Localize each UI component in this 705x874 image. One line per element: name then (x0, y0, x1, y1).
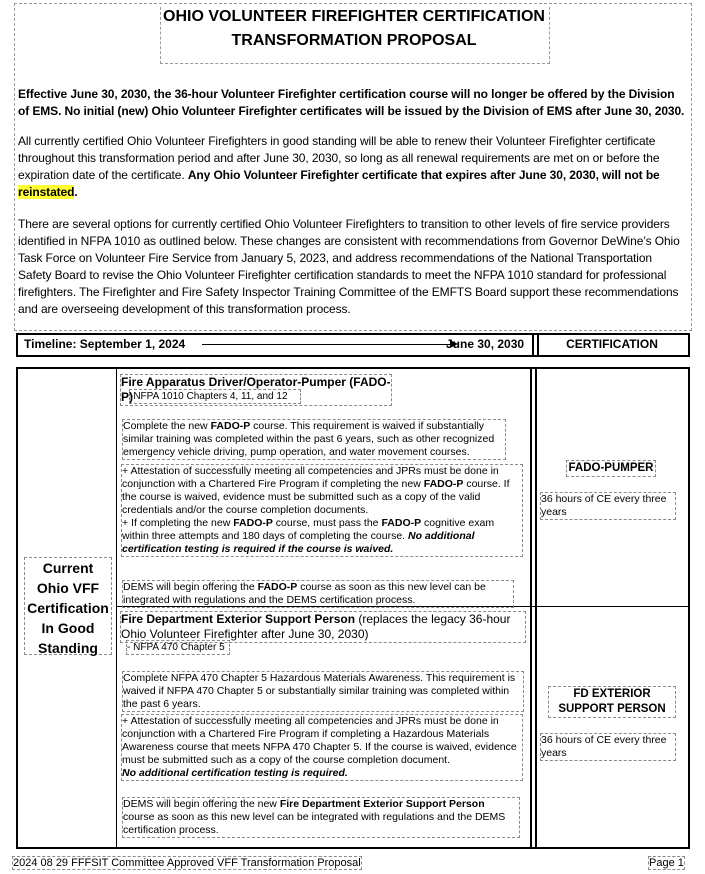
fdes-title-bold: Fire Department Exterior Support Person (121, 612, 356, 626)
footer-page-number: Page 1 (649, 857, 684, 869)
fado-b1-bold: FADO-P (423, 478, 464, 490)
p2-end: . (74, 185, 78, 199)
title-line-2: TRANSFORMATION PROPOSAL (231, 32, 477, 49)
document-title (18, 5, 690, 63)
table-divider-right (530, 369, 537, 847)
p2-bold: Any Ohio Volunteer Firefighter certificate that expires after June 30, 2030, will not be (187, 168, 660, 182)
timeline-bar (16, 333, 690, 357)
fdes-title (120, 611, 526, 643)
fdes-title-rest: (replaces the legacy 36-hour Ohio Volunteer Firefighter after June 30, 2030) (121, 612, 511, 641)
fado-b1-text-2: course. If the course is waived, evidence must be submitted such as a copy of the valid credentials and/or the course completion documents. (122, 478, 510, 516)
fdes-dems-bold: Fire Department Exterior Support Person (279, 798, 485, 810)
current-label-line: Certification (27, 600, 109, 616)
fdes-dems-text-2: course as soon as this new level can be integrated with regulations and the DEMS certification process. (123, 811, 506, 836)
title-line-1: OHIO VOLUNTEER FIREFIGHTER CERTIFICATION (163, 8, 545, 25)
fado-dems-bold: FADO-P (257, 581, 298, 593)
fado-b2-text: + If completing the new (122, 517, 234, 529)
certification-header: CERTIFICATION (566, 337, 658, 351)
intro-paragraph-2 (18, 133, 686, 201)
timeline-arrow (202, 344, 452, 345)
fdes-requirement: Complete NFPA 470 Chapter 5 Hazardous Materials Awareness. This requirement is waived if NFPA 470 Chapter 5 or substantially similar training was completed within the past 6 years. (122, 671, 524, 712)
current-label-line: Current (42, 560, 94, 576)
fado-b1-text: + Attestation of successfully meeting all competencies and JPRs must be done in conjunction with a Chartered Fire Program if completing the new (122, 465, 499, 490)
fado-bullet-1 (122, 465, 522, 517)
fdes-certification: FD EXTERIOR SUPPORT PERSON (548, 686, 676, 718)
fado-req-text: Complete the new (123, 420, 211, 432)
intro-paragraph-3: There are several options for currently certified Ohio Volunteer Firefighters to transition to other levels of fire service providers identified in NFPA 1010 as outlined below. These changes are consistent with recommendations from Governor DeWine’s Ohio Task Force on Volunteer Fire Service from January 5, 2023, and address recommendations of the National Transportation Safety Board to revise the Ohio Volunteer Firefighter certification standards to meet the NFPA 1010 standard for professional firefighters. The Firefighter and Fire Safety Inspector Training Committee of the EMFTS Board support these recommendations and are overseeing development of this transformation process. (18, 217, 680, 316)
fdes-dems-text: DEMS will begin offering the new (123, 798, 280, 810)
fado-bullet-2 (122, 517, 522, 556)
intro-paragraph-1: Effective June 30, 2030, the 36-hour Volunteer Firefighter certification course will no longer be offered by the Division of EMS. No initial (new) Ohio Volunteer Firefighter certificates will be issued by the Division of EMS after June 30, 2030. (18, 87, 685, 118)
title-frame (160, 7, 550, 64)
fado-bullets (121, 464, 523, 557)
fado-b2-italic: No additional certification testing is required if the course is waived. (122, 530, 475, 555)
fado-dems-text: DEMS will begin offering the (123, 581, 258, 593)
table-divider-left (116, 369, 117, 847)
fado-ce-requirement: 36 hours of CE every three years (540, 492, 676, 520)
fado-title: Fire Apparatus Driver/Operator-Pumper (FADO-P) (121, 375, 391, 404)
fdes-b1-text: + Attestation of successfully meeting all competencies and JPRs must be done in conjunction with a Chartered Fire Program if completing a Hazardous Materials Awareness course that meets NFPA 470 Chapter 5. If the course is waived, evidence must be submitted such as a copy of the course completion document. (122, 715, 517, 766)
fado-dems-note (122, 580, 514, 608)
timeline-start: Timeline: September 1, 2024 (24, 337, 186, 351)
timeline-end: June 30, 2030 (446, 337, 525, 351)
transition-table (16, 367, 690, 849)
fado-certification: FADO-PUMPER (566, 460, 656, 477)
fado-b2-bold: FADO-P (233, 517, 273, 529)
fdes-dems-note (122, 797, 520, 838)
fdes-reference: - NFPA 470 Chapter 5 (126, 640, 230, 655)
fado-requirement (122, 419, 506, 460)
fado-req-bold: FADO-P (210, 420, 251, 432)
current-label-line: Ohio VFF (36, 580, 100, 596)
fado-dems-text-2: course as soon as this new level can be integrated with regulations and the DEMS certification process. (123, 581, 486, 606)
fdes-ce-requirement: 36 hours of CE every three years (540, 733, 676, 761)
fado-b2-text-3: cognitive exam within three attempts and 180 days of completing the course. (122, 517, 495, 542)
fdes-b1-italic: No additional certification testing is required. (122, 767, 348, 779)
p2-text: All currently certified Ohio Volunteer Firefighters in good standing will be able to renew their Volunteer Firefighter certificate throughout this transformation period and after June 30, 2030, so long as all renewal requirements are met on or before the expiration date of the certificate. (18, 134, 660, 182)
fdes-bullet-1 (121, 714, 523, 781)
fado-reference: -NFPA 1010 Chapters 4, 11, and 12 (129, 389, 301, 404)
fado-b2-bold-2: FADO-P (381, 517, 422, 529)
current-label-line: In Good (41, 620, 95, 636)
current-certification-label (24, 557, 112, 655)
fado-b2-text-2: course, must pass the (272, 517, 382, 529)
fado-req-text-2: course. This requirement is waived if substantially similar training was completed within the past 6 years, such as other recognized emergency vehicle driving, pump operation, and water movement courses. (123, 420, 495, 458)
footer-document-id: 2024 08 29 FFFSIT Committee Approved VFF Transformation Proposal (13, 857, 361, 869)
current-label-line: Standing (38, 640, 98, 656)
p2-highlight: reinstated (18, 185, 75, 199)
